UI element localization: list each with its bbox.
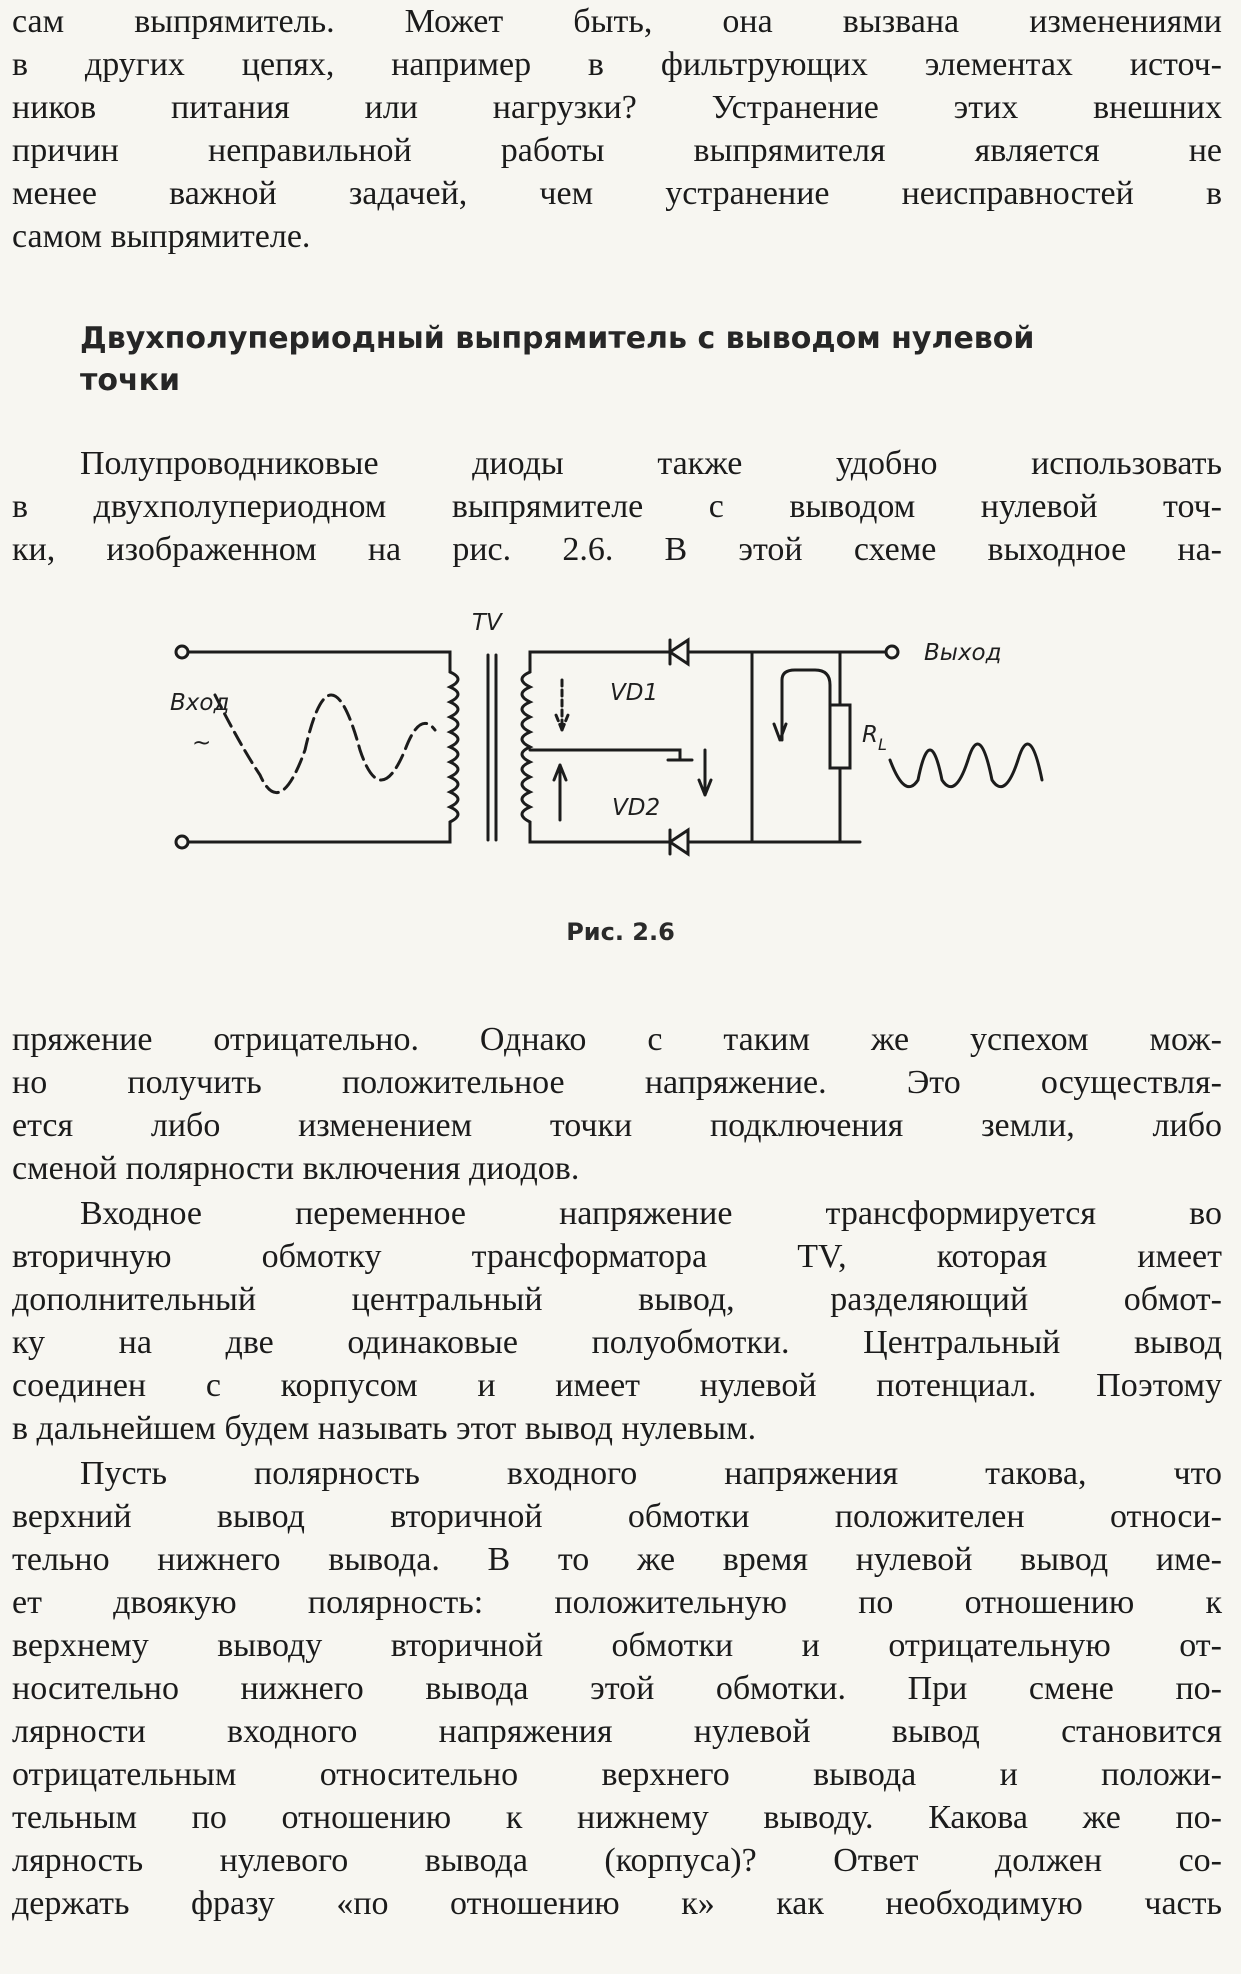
text-line: вторичную обмотку трансформатора TV, которая имеет — [12, 1238, 1222, 1275]
output-rectified-wave — [890, 744, 1042, 787]
body-paragraph-3 — [12, 1452, 1222, 1925]
text-line: пряжение отрицательно. Однако с таким же успехом мож- — [12, 1021, 1222, 1058]
input-sine-wave — [215, 695, 435, 793]
circuit-diagram — [150, 600, 1100, 900]
text-line: верхнему выводу вторичной обмотки и отрицательную от- — [12, 1627, 1222, 1664]
load-resistor — [830, 705, 850, 768]
input-terminal-bottom — [176, 836, 188, 848]
section-heading — [80, 318, 1200, 402]
text-line: лярность нулевого вывода (корпуса)? Ответ должен со- — [12, 1842, 1222, 1879]
text-line: ет двоякую полярность: положительную по отношению к — [12, 1584, 1222, 1621]
diode-vd2-symbol — [635, 830, 752, 854]
text-line: менее важной задачей, чем устранение неисправностей в — [12, 175, 1222, 212]
text-line: держать фразу «по отношению к» как необходимую часть — [12, 1885, 1222, 1922]
label-resistor-sub: L — [878, 735, 887, 754]
section-heading-line: точки — [80, 363, 180, 398]
text-line: лярности входного напряжения нулевой вывод становится — [12, 1713, 1222, 1750]
top-paragraph — [12, 0, 1222, 258]
text-line: ки, изображенном на рис. 2.6. В этой схеме выходное на- — [12, 531, 1222, 568]
intro-paragraph — [12, 442, 1222, 571]
label-input-symbol: ~ — [192, 730, 212, 756]
current-arrow-down — [699, 750, 711, 795]
text-line: ников питания или нагрузки? Устранение этих внешних — [12, 89, 1222, 126]
figure-caption: Рис. 2.6 — [566, 918, 675, 946]
label-output: Выход — [924, 640, 1002, 666]
text-line: дополнительный центральный вывод, разделяющий обмот- — [12, 1281, 1222, 1318]
text-line: сменой полярности включения диодов. — [12, 1150, 580, 1187]
load-wire — [752, 652, 840, 842]
label-resistor: R — [862, 722, 878, 748]
secondary-wire-top — [530, 652, 635, 672]
text-line: в дальнейшем будем называть этот вывод нулевым. — [12, 1410, 757, 1447]
body-paragraph-1 — [12, 1018, 1222, 1190]
text-line: ку на две одинаковые полуобмотки. Центральный вывод — [12, 1324, 1222, 1361]
text-line: самом выпрямителе. — [12, 218, 311, 255]
text-line: тельно нижнего вывода. В то же время нулевой вывод име- — [12, 1541, 1222, 1578]
text-line: Пусть полярность входного напряжения такова, что — [80, 1455, 1222, 1492]
label-vd2: VD2 — [612, 795, 661, 821]
current-arrow-left — [774, 724, 786, 740]
output-terminal — [886, 646, 898, 658]
section-heading-line: Двухполупериодный выпрямитель с выводом нулевой — [80, 321, 1035, 356]
label-input: Вход — [170, 690, 230, 716]
body-paragraph-2 — [12, 1192, 1222, 1450]
text-line: в двухполупериодном выпрямителе с выводом нулевой точ- — [12, 488, 1222, 525]
text-line: тельным по отношению к нижнему выводу. Какова же по- — [12, 1799, 1222, 1836]
secondary-wire-bottom — [530, 822, 635, 842]
label-transformer: TV — [472, 610, 502, 636]
text-line: Полупроводниковые диоды также удобно использовать — [80, 445, 1222, 482]
current-arrow-up — [554, 765, 566, 820]
input-wire-bottom — [188, 822, 450, 842]
diode-vd1-symbol — [635, 640, 752, 664]
center-tap-wire — [530, 750, 692, 760]
input-wire-top — [188, 652, 450, 672]
text-line: сам выпрямитель. Может быть, она вызвана изменениями — [12, 3, 1222, 40]
input-terminal-top — [176, 646, 188, 658]
text-line: но получить положительное напряжение. Это осуществля- — [12, 1064, 1222, 1101]
text-line: верхний вывод вторичной обмотки положителен относи- — [12, 1498, 1222, 1535]
primary-winding — [450, 672, 458, 822]
text-line: в других цепях, например в фильтрующих элементах источ- — [12, 46, 1222, 83]
text-line: носительно нижнего вывода этой обмотки. При смене по- — [12, 1670, 1222, 1707]
text-line: причин неправильной работы выпрямителя является не — [12, 132, 1222, 169]
current-loop-arrow — [782, 670, 830, 740]
current-arrow-top — [556, 680, 568, 730]
text-line: Входное переменное напряжение трансформируется во — [80, 1195, 1222, 1232]
text-line: отрицательным относительно верхнего вывода и положи- — [12, 1756, 1222, 1793]
label-vd1: VD1 — [610, 680, 659, 706]
secondary-winding — [522, 672, 530, 822]
text-line: соединен с корпусом и имеет нулевой потенциал. Поэтому — [12, 1367, 1222, 1404]
text-line: ется либо изменением точки подключения земли, либо — [12, 1107, 1222, 1144]
